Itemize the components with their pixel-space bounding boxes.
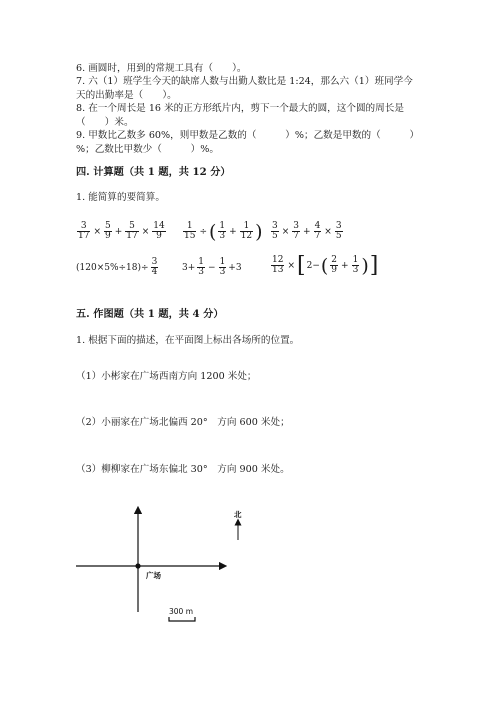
expression-text: 3+ (182, 262, 196, 273)
numerator: 1 (198, 257, 205, 267)
drawing-item-1: （1）小彬家在广场西南方向 1200 米处； (76, 371, 257, 382)
drawing-item-3: （3）柳柳家在广场东偏北 30° 方向 900 米处。 (76, 464, 290, 475)
numerator: 1 (219, 257, 226, 267)
question-8-line-2: （ ）米。 (76, 117, 134, 128)
expression-text: (120×5%÷18)÷ (76, 262, 149, 273)
operator: × (141, 226, 150, 237)
operator: − (208, 262, 216, 273)
denominator: 15 (184, 231, 196, 241)
operator: ÷ (199, 226, 207, 237)
denominator: 9 (156, 231, 162, 241)
numerator: 1 (183, 222, 196, 232)
plaza-point (135, 563, 140, 568)
expression-text: +3 (228, 262, 242, 273)
numerator: 5 (105, 221, 111, 231)
denominator: 3 (219, 231, 226, 241)
denominator: 5 (335, 231, 342, 241)
denominator: 4 (151, 267, 158, 277)
numerator: 1 (219, 221, 226, 231)
operator: × (281, 226, 290, 237)
section-4-instruction: 1. 能简算的要简算。 (76, 192, 165, 203)
scale-label: 300 m (169, 607, 194, 616)
operator: × (324, 226, 332, 237)
section-5-heading: 五. 作图题（共 1 题，共 4 分） (76, 308, 224, 320)
operator: + (341, 260, 349, 271)
denominator: 7 (314, 231, 321, 241)
denominator: 17 (78, 231, 90, 241)
numerator: 2 (331, 255, 338, 265)
question-7-line-1: 7. 六（1）班学生今天的缺席人数与出勤人数比是 1:24，那么六（1）班同学今 (76, 76, 413, 87)
left-paren: ( (320, 254, 329, 277)
section-4-heading: 四. 计算题（共 1 题，共 12 分） (76, 166, 231, 178)
scale-bar (169, 617, 195, 621)
numerator: 3 (151, 257, 158, 267)
right-bracket: ] (369, 252, 379, 278)
numerator: 3 (272, 221, 278, 231)
right-paren: ) (255, 220, 263, 243)
question-8-line-1: 8. 在一个周长是 16 米的正方形纸片内，剪下一个最大的圆，这个圆的周长是 (76, 103, 404, 114)
left-bracket: [ (297, 252, 306, 278)
operator: × (93, 226, 101, 237)
denominator: 7 (293, 231, 300, 241)
denominator: 9 (105, 231, 111, 241)
denominator: 13 (272, 265, 284, 275)
operator: × (287, 260, 295, 271)
drawing-item-2: （2）小丽家在广场北偏西 20° 方向 600 米处； (76, 417, 290, 428)
left-paren: ( (209, 220, 217, 243)
numerator: 1 (240, 222, 253, 232)
numerator: 3 (77, 222, 90, 232)
question-6: 6. 画圆时，用到的常规工具有（ ）。 (76, 63, 247, 74)
numerator: 3 (293, 221, 300, 231)
operator: + (229, 226, 237, 237)
question-9-line-2: %；乙数比甲数少（ ）%。 (76, 144, 219, 155)
numerator: 1 (352, 255, 359, 265)
denominator: 5 (272, 231, 278, 241)
denominator: 17 (126, 231, 138, 241)
denominator: 9 (331, 265, 338, 275)
denominator: 3 (352, 265, 359, 275)
numerator: 5 (125, 222, 138, 232)
right-paren: ) (361, 254, 369, 277)
expression-text: 2− (306, 260, 320, 271)
denominator: 12 (240, 231, 253, 241)
numerator: 4 (314, 221, 321, 231)
operator: + (303, 226, 311, 237)
denominator: 3 (198, 267, 205, 277)
question-9-line-1: 9. 甲数比乙数多 60%，则甲数是乙数的（ ）%；乙数是甲数的（ ） (76, 130, 420, 141)
plaza-label: 广场 (146, 571, 161, 580)
question-7-line-2: 天的出勤率是（ ）。 (76, 90, 177, 101)
north-label: 北 (234, 510, 242, 519)
denominator: 3 (219, 267, 226, 277)
section-5-instruction: 1. 根据下面的描述，在平面图上标出各场所的位置。 (76, 335, 300, 346)
numerator: 3 (335, 221, 342, 231)
numerator: 12 (272, 255, 284, 265)
numerator: 14 (153, 221, 165, 231)
operator: + (114, 226, 123, 237)
